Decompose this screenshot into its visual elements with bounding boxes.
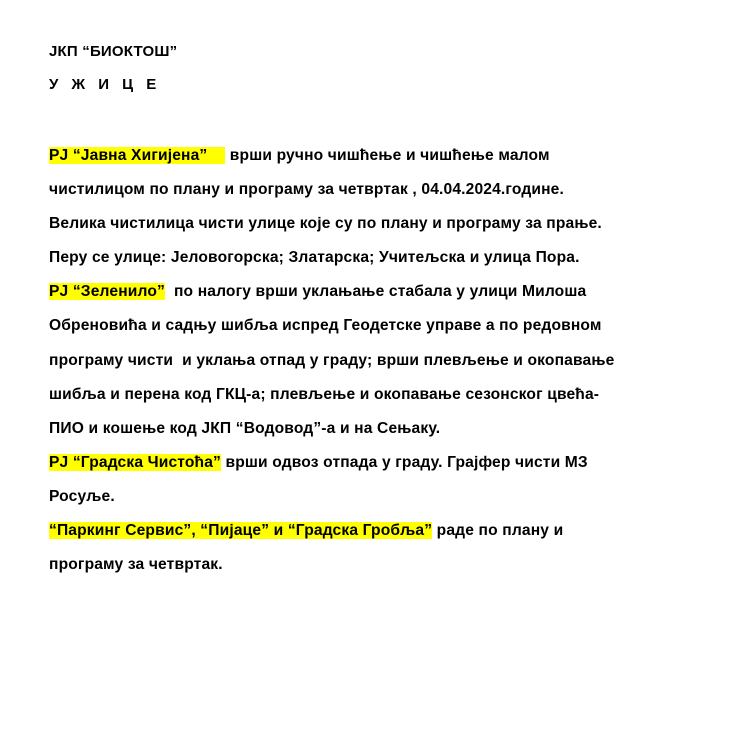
greenery-unit-name: РЈ “Зеленило” xyxy=(49,283,165,301)
organization-name: ЈКП “БИОКТОШ” xyxy=(49,43,178,60)
hygiene-line: Велика чистилица чисти улице које су по плану и програму за прање. xyxy=(49,215,602,233)
others-line: раде по плану и xyxy=(432,522,564,540)
hygiene-unit-padding xyxy=(207,147,225,164)
daily-report xyxy=(49,139,709,582)
cleanliness-paragraph xyxy=(49,446,709,514)
other-units-names: “Паркинг Сервис”, “Пијаце” и “Градска Гробља” xyxy=(49,522,433,540)
cleanliness-line: Росуље. xyxy=(49,487,115,505)
city-name: У Ж И Ц Е xyxy=(49,76,157,93)
greenery-line: Обреновића и садњу шибља испред Геодетске управе а по редовном xyxy=(49,317,602,335)
hygiene-unit-highlight xyxy=(49,147,225,164)
cleanliness-line: врши одвоз отпада у граду. Грајфер чисти МЗ xyxy=(221,453,588,471)
hygiene-line: врши ручно чишћење и чишћење малом xyxy=(225,147,550,164)
hygiene-paragraph xyxy=(49,139,709,275)
greenery-line: по налогу врши уклањање стабала у улици Милоша xyxy=(165,283,587,301)
hygiene-unit-name: РЈ “Јавна Хигијена” xyxy=(49,147,208,164)
others-paragraph xyxy=(49,514,709,582)
hygiene-line: Перу се улице: Јеловогорска; Златарска; Учитељска и улица Пора. xyxy=(49,249,580,267)
greenery-paragraph xyxy=(49,275,709,445)
greenery-line: шибља и перена код ГКЦ-а; плевљење и окопавање сезонског цвећа- xyxy=(49,385,600,403)
others-line: програму за четвртак. xyxy=(49,556,223,574)
cleanliness-unit-name: РЈ “Градска Чистоћа” xyxy=(49,453,221,471)
greenery-line: ПИО и кошење код ЈКП “Водовод”-а и на Сењаку. xyxy=(49,419,441,437)
hygiene-line: чистилицом по плану и програму за четвртак , 04.04.2024.године. xyxy=(49,181,564,199)
greenery-line: програму чисти и уклања отпад у граду; врши плевљење и окопавање xyxy=(49,351,615,369)
